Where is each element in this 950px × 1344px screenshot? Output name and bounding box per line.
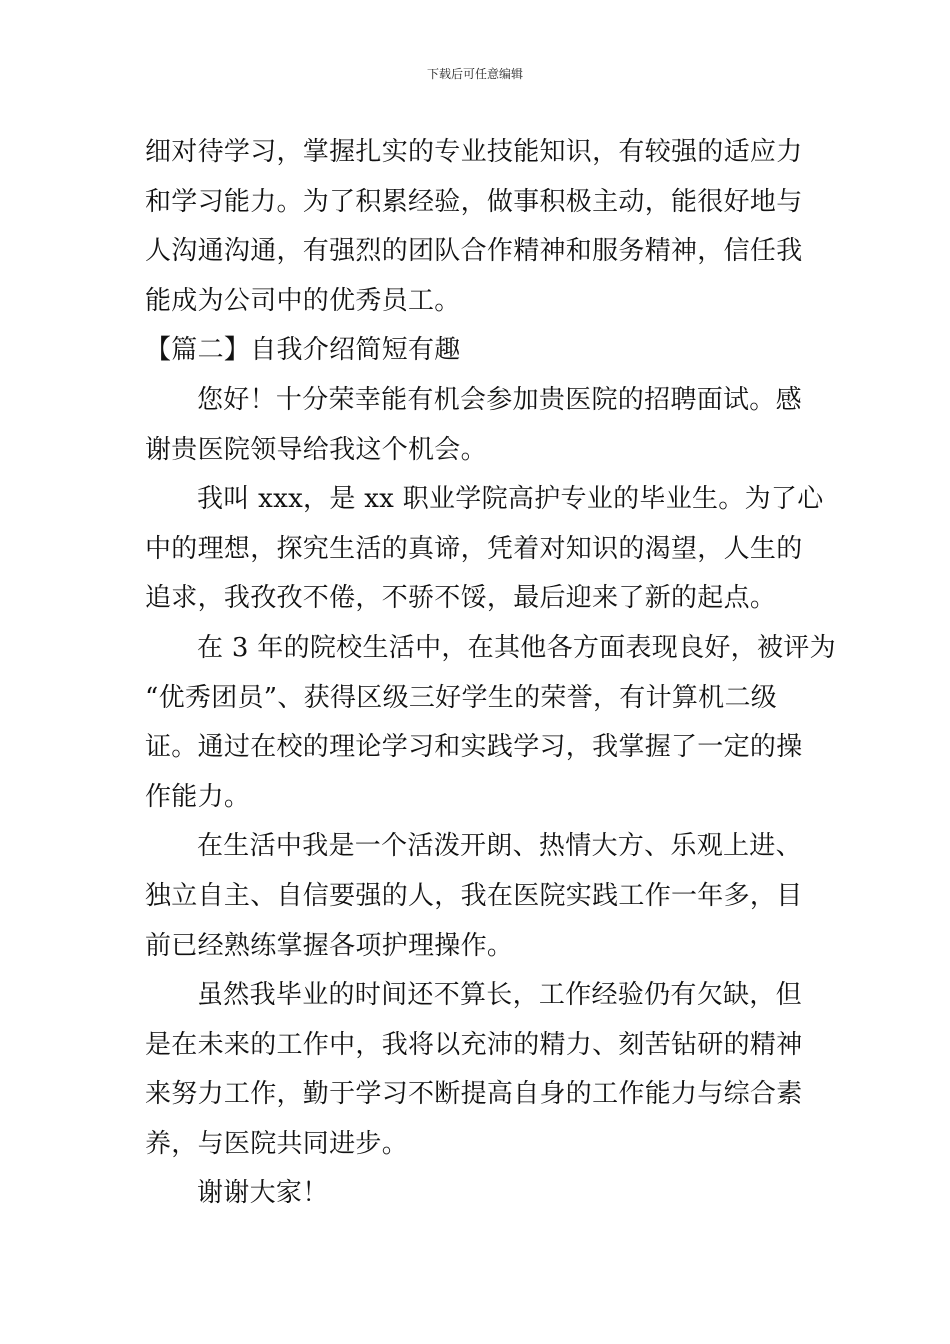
text-line: 在生活中我是一个活泼开朗、热情大方、乐观上进、 — [197, 831, 802, 862]
text-line: 证。通过在校的理论学习和实践学习，我掌握了一定的操 — [145, 732, 803, 763]
text-line: 中的理想，探究生活的真谛，凭着对知识的渴望，人生的 — [145, 533, 803, 564]
text-line: 来努力工作，勤于学习不断提高自身的工作能力与综合素 — [145, 1079, 803, 1110]
section-heading: 【篇二】自我介绍简短有趣 — [145, 335, 461, 366]
text-line: 养，与医院共同进步。 — [145, 1128, 409, 1159]
text-line: 谢谢大家！ — [197, 1178, 329, 1209]
text-line: 是在未来的工作中，我将以充沛的精力、刻苦钻研的精神 — [145, 1029, 803, 1060]
text-line: 细对待学习，掌握扎实的专业技能知识，有较强的适应力 — [145, 137, 803, 167]
text-line: 虽然我毕业的时间还不算长，工作经验仍有欠缺，但 — [197, 980, 802, 1011]
document-body — [145, 128, 836, 1219]
text-line: 我叫 xxx，是 xx 职业学院高护专业的毕业生。为了心 — [197, 484, 824, 515]
text-line: 人沟通沟通，有强烈的团队合作精神和服务精神，信任我 — [145, 236, 803, 267]
text-line: 谢贵医院领导给我这个机会。 — [145, 434, 487, 465]
text-line: 前已经熟练掌握各项护理操作。 — [145, 930, 514, 961]
text-line: 在 3 年的院校生活中，在其他各方面表现良好，被评为 — [197, 632, 836, 663]
text-line: “优秀团员”、获得区级三好学生的荣誉，有计算机二级 — [145, 682, 778, 713]
text-line: 追求，我孜孜不倦，不骄不馁，最后迎来了新的起点。 — [145, 583, 777, 614]
text-line: 作能力。 — [145, 781, 251, 812]
text-line: 和学习能力。为了积累经验，做事积极主动，能很好地与 — [145, 186, 803, 217]
text-line: 您好！十分荣幸能有机会参加贵医院的招聘面试。感 — [197, 384, 802, 415]
header-note: 下载后可任意编辑 — [426, 67, 523, 81]
text-line: 独立自主、自信要强的人，我在医院实践工作一年多，目 — [145, 880, 803, 911]
text-line: 能成为公司中的优秀员工。 — [145, 285, 461, 316]
